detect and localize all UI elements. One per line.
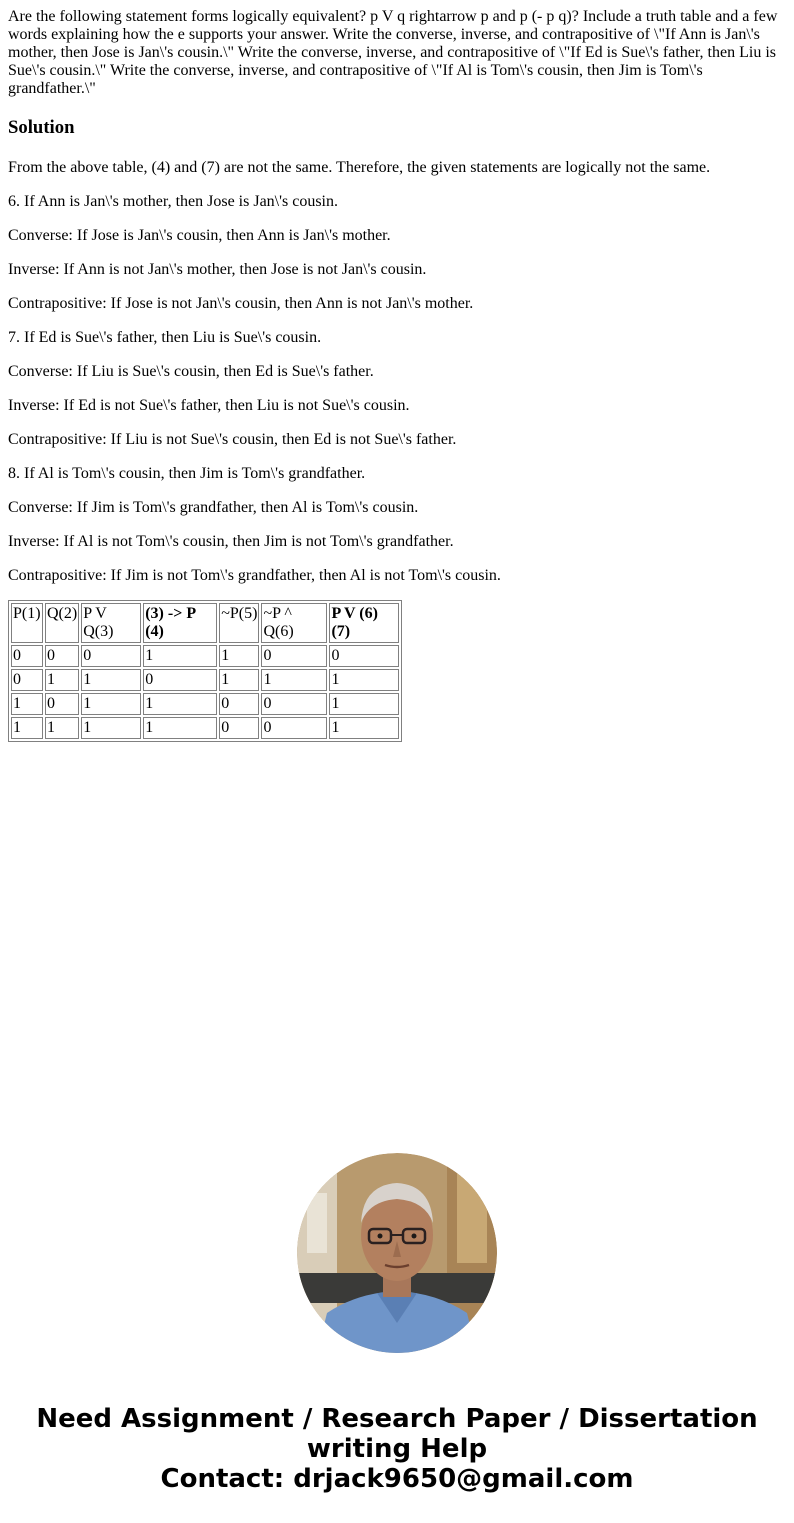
table-row [11, 645, 399, 667]
contrapositive-8: Contrapositive: If Jim is not Tom\'s grandfather, then Al is not Tom\'s cousin. [8, 567, 501, 584]
table-cell: 0 [81, 645, 141, 667]
table-cell: 1 [143, 645, 217, 667]
table-cell: 0 [261, 645, 327, 667]
table-cell: 1 [261, 669, 327, 691]
table-cell: 1 [81, 669, 141, 691]
table-cell: 0 [11, 645, 43, 667]
promo-line: Need Assignment / Research Paper / Dissertation [36, 1404, 758, 1434]
question-text: Are the following statement forms logically equivalent? p V q rightarrow p and p (- p q)? Include a truth table and a few words explaining how the e supports your answer. Write the converse, inverse, and contrapositive of \"If Ann is Jan\'s mother, then Jose is Jan\'s cousin.\" Write the converse, inverse, and contrapositive of \"If Ed is Sue\'s father, then Liu is Sue\'s cousin.\" Write the converse, inverse, and contrapositive of \"If Al is Tom\'s cousin, then Jim is Tom\'s grandfather.\" [8, 8, 778, 97]
header-cell: P(1) [11, 603, 43, 643]
table-cell: 1 [143, 717, 217, 739]
table-cell: 1 [219, 669, 259, 691]
table-cell: 0 [45, 693, 79, 715]
contrapositive-7: Contrapositive: If Liu is not Sue\'s cousin, then Ed is not Sue\'s father. [8, 431, 457, 448]
avatar-portrait [297, 1153, 497, 1353]
document-content [0, 0, 794, 742]
converse-6: Converse: If Jose is Jan\'s cousin, then Ann is Jan\'s mother. [8, 227, 391, 244]
statement-8: 8. If Al is Tom\'s cousin, then Jim is Tom\'s grandfather. [8, 465, 366, 482]
header-cell: P V Q(3) [81, 603, 141, 643]
table-cell: 1 [329, 669, 399, 691]
header-cell [143, 603, 217, 643]
table-cell: 1 [45, 717, 79, 739]
header-cell: P V (6) (7) [329, 603, 399, 643]
table-row [11, 717, 399, 739]
table-cell: 1 [45, 669, 79, 691]
statement-6: 6. If Ann is Jan\'s mother, then Jose is Jan\'s cousin. [8, 193, 338, 210]
table-cell: 1 [11, 693, 43, 715]
converse-7: Converse: If Liu is Sue\'s cousin, then Ed is Sue\'s father. [8, 363, 374, 380]
table-cell: 1 [329, 717, 399, 739]
table-cell: 0 [219, 693, 259, 715]
table-cell: 0 [219, 717, 259, 739]
header-part: (3) -> [145, 605, 187, 622]
table-row [11, 669, 399, 691]
promo-line: writing Help [306, 1434, 488, 1464]
conclusion-text: From the above table, (4) and (7) are not the same. Therefore, the given statements are logically not the same. [8, 159, 711, 176]
truth-table [8, 600, 402, 742]
table-cell: 0 [261, 693, 327, 715]
table-cell: 1 [143, 693, 217, 715]
table-cell: 1 [329, 693, 399, 715]
solution-heading: Solution [8, 117, 75, 138]
header-cell: ~P(5) [219, 603, 259, 643]
table-cell: 1 [219, 645, 259, 667]
statement-7: 7. If Ed is Sue\'s father, then Liu is Sue\'s cousin. [8, 329, 322, 346]
table-cell: 1 [81, 693, 141, 715]
table-cell: 1 [81, 717, 141, 739]
table-cell: 0 [11, 669, 43, 691]
header-cell: ~P ^ Q(6) [261, 603, 327, 643]
author-avatar [297, 1153, 497, 1353]
table-cell: 0 [143, 669, 217, 691]
table-cell: 1 [11, 717, 43, 739]
inverse-6: Inverse: If Ann is not Jan\'s mother, then Jose is not Jan\'s cousin. [8, 261, 427, 278]
inverse-7: Inverse: If Ed is not Sue\'s father, then Liu is not Sue\'s cousin. [8, 397, 410, 414]
contact-line: Contact: drjack9650@gmail.com [160, 1464, 634, 1494]
table-cell: 0 [45, 645, 79, 667]
header-cell: Q(2) [45, 603, 79, 643]
promo-footer [0, 1404, 794, 1494]
table-header-row [11, 603, 399, 643]
converse-8: Converse: If Jim is Tom\'s grandfather, then Al is Tom\'s cousin. [8, 499, 419, 516]
table-cell: 0 [261, 717, 327, 739]
inverse-8: Inverse: If Al is not Tom\'s cousin, then Jim is not Tom\'s grandfather. [8, 533, 454, 550]
table-row [11, 693, 399, 715]
contrapositive-6: Contrapositive: If Jose is not Jan\'s cousin, then Ann is not Jan\'s mother. [8, 295, 474, 312]
header-part: P (4) [145, 605, 196, 640]
table-cell: 0 [329, 645, 399, 667]
